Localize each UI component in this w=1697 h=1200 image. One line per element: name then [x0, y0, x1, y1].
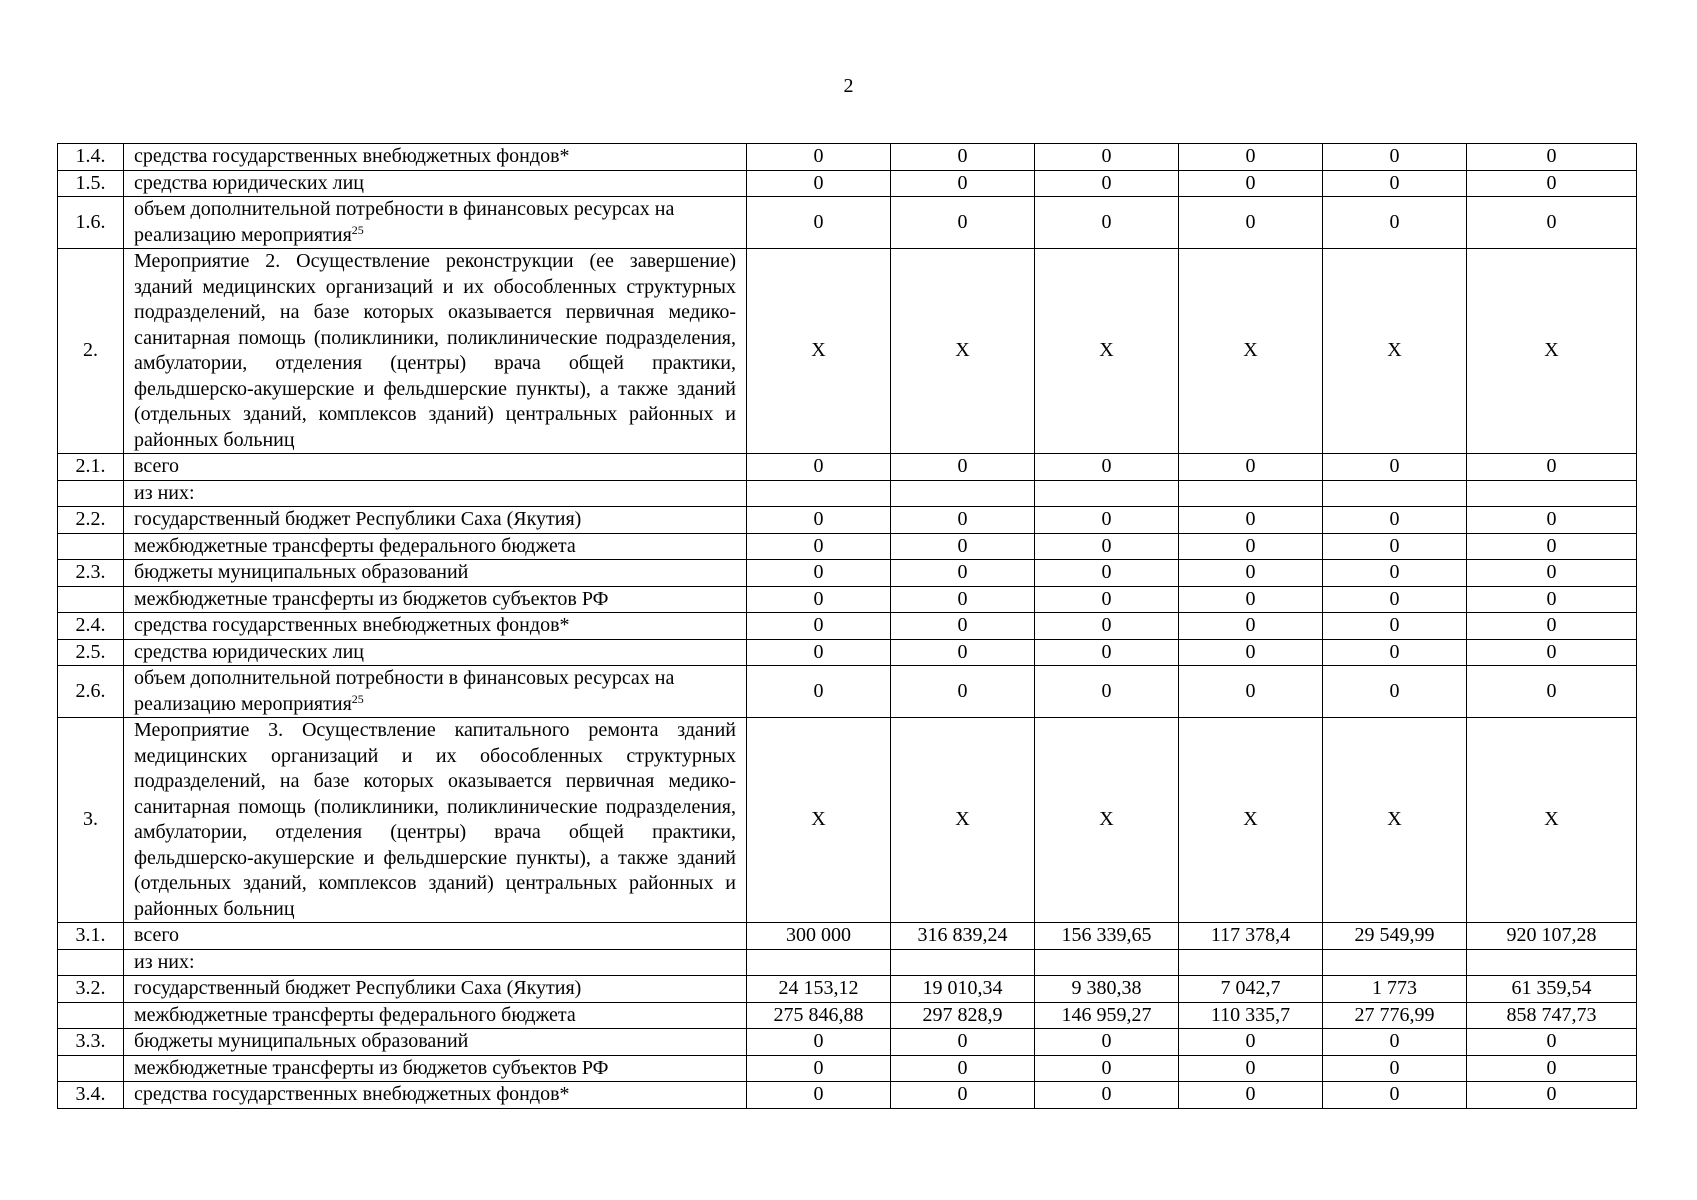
row-description-text: межбюджетные трансферты федерального бюджета — [134, 534, 576, 557]
value-cell: 0 — [747, 639, 891, 666]
row-description-cell — [124, 718, 747, 923]
value-cell: 0 — [1179, 1055, 1323, 1082]
table-row — [58, 718, 1637, 923]
table-row — [58, 586, 1637, 613]
value-cell: 0 — [1179, 144, 1323, 171]
value-cell: 0 — [1179, 613, 1323, 640]
row-description-text: средства государственных внебюджетных фондов* — [134, 1083, 570, 1105]
value-cell: Х — [891, 249, 1035, 454]
value-cell: 0 — [1323, 639, 1467, 666]
value-cell: 0 — [1179, 507, 1323, 534]
value-cell: 0 — [1467, 1055, 1637, 1082]
value-cell: Х — [1179, 249, 1323, 454]
row-description-cell — [124, 480, 747, 507]
row-description-text: бюджеты муниципальных образований — [134, 561, 469, 583]
row-number-cell: 1.6. — [58, 197, 124, 249]
row-description-cell — [124, 949, 747, 976]
value-cell: 19 010,34 — [891, 976, 1035, 1003]
table-row — [58, 560, 1637, 587]
row-description-text: всего — [134, 455, 180, 477]
row-description-cell — [124, 170, 747, 197]
value-cell: 0 — [1467, 197, 1637, 249]
value-cell: 27 776,99 — [1323, 1002, 1467, 1029]
value-cell: 0 — [1035, 613, 1179, 640]
table-row — [58, 144, 1637, 171]
row-number-cell — [58, 1002, 124, 1029]
value-cell: 61 359,54 — [1467, 976, 1637, 1003]
row-number-cell: 2.5. — [58, 639, 124, 666]
value-cell: Х — [891, 718, 1035, 923]
value-cell: 0 — [1179, 454, 1323, 481]
value-cell: 0 — [1179, 639, 1323, 666]
value-cell: 0 — [1323, 170, 1467, 197]
value-cell: 0 — [747, 1029, 891, 1056]
row-description-text: объем дополнительной потребности в финансовых ресурсах на реализацию мероприятия — [134, 198, 675, 246]
row-number-cell — [58, 949, 124, 976]
value-cell: 110 335,7 — [1179, 1002, 1323, 1029]
row-description-text: Мероприятие 3. Осуществление капитального ремонта зданий медицинских организаций и их обособленных структурных подразделений, на базе которых оказывается первичная медико-санитарная помощь (поликлиники, поликлинические подразделения, амбулатории, отделения (центры) врача общей практики, фельдшерско-акушерские и фельдшерские пункты), а также зданий (отдельных зданий, комплексов зданий) центральных районных и районных больниц — [134, 719, 736, 920]
value-cell: 0 — [1323, 1029, 1467, 1056]
value-cell: 0 — [891, 1029, 1035, 1056]
value-cell: 0 — [747, 613, 891, 640]
row-description-text: средства государственных внебюджетных фондов* — [134, 614, 570, 636]
value-cell: Х — [747, 718, 891, 923]
row-description-text: всего — [134, 924, 180, 946]
value-cell: 300 000 — [747, 923, 891, 950]
row-description-cell — [124, 613, 747, 640]
row-description-cell — [124, 666, 747, 718]
value-cell: 0 — [747, 507, 891, 534]
value-cell: 0 — [891, 197, 1035, 249]
value-cell: 858 747,73 — [1467, 1002, 1637, 1029]
value-cell: 0 — [747, 1055, 891, 1082]
table-row — [58, 249, 1637, 454]
row-number-cell — [58, 1055, 124, 1082]
value-cell: 24 153,12 — [747, 976, 891, 1003]
table-row — [58, 507, 1637, 534]
value-cell: 0 — [1467, 507, 1637, 534]
value-cell: 275 846,88 — [747, 1002, 891, 1029]
row-number-cell: 2. — [58, 249, 124, 454]
value-cell: 316 839,24 — [891, 923, 1035, 950]
footnote-reference: 25 — [351, 222, 364, 237]
row-description-text: из них: — [134, 481, 195, 504]
row-description-cell — [124, 533, 747, 560]
value-cell: 0 — [1467, 639, 1637, 666]
row-description-text: межбюджетные трансферты из бюджетов субъектов РФ — [134, 1056, 609, 1079]
value-cell: 0 — [1035, 586, 1179, 613]
value-cell: 9 380,38 — [1035, 976, 1179, 1003]
value-cell: 0 — [1035, 507, 1179, 534]
table-row — [58, 613, 1637, 640]
footnote-reference: 25 — [351, 691, 364, 706]
row-number-cell: 1.5. — [58, 170, 124, 197]
row-description-cell — [124, 1029, 747, 1056]
value-cell — [1467, 949, 1637, 976]
table-row — [58, 1055, 1637, 1082]
value-cell: 0 — [747, 197, 891, 249]
row-description-cell — [124, 249, 747, 454]
value-cell — [1035, 949, 1179, 976]
value-cell: 0 — [1035, 666, 1179, 718]
value-cell: 0 — [747, 666, 891, 718]
value-cell: 0 — [1323, 1082, 1467, 1109]
row-number-cell — [58, 586, 124, 613]
value-cell: 0 — [1323, 507, 1467, 534]
value-cell: 0 — [1467, 586, 1637, 613]
value-cell: 0 — [1467, 613, 1637, 640]
row-description-text: государственный бюджет Республики Саха (Якутия) — [134, 508, 582, 530]
value-cell: Х — [1035, 718, 1179, 923]
value-cell: 297 828,9 — [891, 1002, 1035, 1029]
row-number-cell: 3.2. — [58, 976, 124, 1003]
table-row — [58, 480, 1637, 507]
value-cell — [1179, 949, 1323, 976]
value-cell: 0 — [1035, 1029, 1179, 1056]
value-cell: 0 — [747, 586, 891, 613]
row-description-text: государственный бюджет Республики Саха (Якутия) — [134, 977, 582, 999]
value-cell: Х — [1467, 249, 1637, 454]
row-description-text: средства государственных внебюджетных фондов* — [134, 145, 570, 167]
table-row — [58, 1002, 1637, 1029]
value-cell: 0 — [891, 507, 1035, 534]
value-cell: 0 — [891, 639, 1035, 666]
value-cell: 0 — [1035, 639, 1179, 666]
row-description-cell — [124, 197, 747, 249]
value-cell: 0 — [1035, 533, 1179, 560]
row-description-cell — [124, 454, 747, 481]
value-cell: 0 — [747, 144, 891, 171]
value-cell: Х — [1179, 718, 1323, 923]
value-cell: 0 — [1467, 144, 1637, 171]
row-description-cell — [124, 144, 747, 171]
value-cell: 0 — [1179, 533, 1323, 560]
value-cell: 0 — [1179, 666, 1323, 718]
table-row — [58, 923, 1637, 950]
table-row — [58, 197, 1637, 249]
value-cell: 0 — [1467, 666, 1637, 718]
value-cell: 7 042,7 — [1179, 976, 1323, 1003]
table-row — [58, 949, 1637, 976]
row-number-cell: 3. — [58, 718, 124, 923]
value-cell: 920 107,28 — [1467, 923, 1637, 950]
table-row — [58, 170, 1637, 197]
value-cell: 0 — [1467, 1082, 1637, 1109]
value-cell: 0 — [891, 454, 1035, 481]
value-cell: 0 — [1179, 197, 1323, 249]
row-description-cell — [124, 560, 747, 587]
row-description-cell — [124, 507, 747, 534]
value-cell — [1467, 480, 1637, 507]
table-row — [58, 1082, 1637, 1109]
table-row — [58, 454, 1637, 481]
value-cell: 0 — [891, 666, 1035, 718]
value-cell — [747, 949, 891, 976]
row-description-text: объем дополнительной потребности в финансовых ресурсах на реализацию мероприятия — [134, 667, 675, 715]
value-cell: 117 378,4 — [1179, 923, 1323, 950]
value-cell — [1323, 480, 1467, 507]
row-number-cell — [58, 533, 124, 560]
value-cell: 0 — [1323, 586, 1467, 613]
value-cell: 0 — [747, 170, 891, 197]
value-cell: 0 — [1467, 560, 1637, 587]
row-description-cell — [124, 1082, 747, 1109]
value-cell: 0 — [891, 144, 1035, 171]
row-description-text: бюджеты муниципальных образований — [134, 1030, 469, 1052]
value-cell: 0 — [1035, 197, 1179, 249]
value-cell: 0 — [747, 533, 891, 560]
row-description-cell — [124, 1055, 747, 1082]
value-cell: 0 — [891, 533, 1035, 560]
row-number-cell: 3.1. — [58, 923, 124, 950]
row-number-cell: 3.3. — [58, 1029, 124, 1056]
value-cell: 0 — [1467, 454, 1637, 481]
value-cell: 0 — [891, 560, 1035, 587]
row-description-text: средства юридических лиц — [134, 171, 364, 194]
value-cell: Х — [747, 249, 891, 454]
value-cell: 0 — [747, 454, 891, 481]
row-description-text: межбюджетные трансферты из бюджетов субъектов РФ — [134, 587, 609, 610]
value-cell — [1035, 480, 1179, 507]
value-cell: 0 — [1323, 197, 1467, 249]
value-cell: 0 — [1323, 454, 1467, 481]
value-cell: 0 — [891, 613, 1035, 640]
value-cell: 0 — [747, 1082, 891, 1109]
row-description-cell — [124, 639, 747, 666]
page-number: 2 — [843, 75, 854, 97]
value-cell: 0 — [1467, 1029, 1637, 1056]
value-cell: 0 — [1467, 170, 1637, 197]
value-cell: 29 549,99 — [1323, 923, 1467, 950]
value-cell: 146 959,27 — [1035, 1002, 1179, 1029]
value-cell: 156 339,65 — [1035, 923, 1179, 950]
value-cell: Х — [1035, 249, 1179, 454]
value-cell: 0 — [1179, 560, 1323, 587]
value-cell: 0 — [1323, 613, 1467, 640]
table-row — [58, 976, 1637, 1003]
value-cell: 0 — [1179, 1029, 1323, 1056]
value-cell: 0 — [1323, 666, 1467, 718]
value-cell: 0 — [891, 1055, 1035, 1082]
financing-table — [57, 143, 1637, 1109]
value-cell — [1323, 949, 1467, 976]
value-cell: 0 — [891, 586, 1035, 613]
value-cell: 0 — [891, 170, 1035, 197]
row-number-cell: 2.2. — [58, 507, 124, 534]
row-number-cell: 2.6. — [58, 666, 124, 718]
value-cell: 0 — [1179, 170, 1323, 197]
value-cell: 0 — [1179, 1082, 1323, 1109]
value-cell: 0 — [1035, 1082, 1179, 1109]
value-cell: 0 — [1323, 1055, 1467, 1082]
row-description-text: межбюджетные трансферты федерального бюджета — [134, 1003, 576, 1026]
value-cell: Х — [1467, 718, 1637, 923]
value-cell: 1 773 — [1323, 976, 1467, 1003]
row-description-cell — [124, 923, 747, 950]
row-description-text: Мероприятие 2. Осуществление реконструкции (ее завершение) зданий медицинских организаций и их обособленных структурных подразделений, на базе которых оказывается первичная медико-санитарная помощь (поликлиники, поликлинические подразделения, амбулатории, отделения (центры) врача общей практики, фельдшерско-акушерские и фельдшерские пункты), а также зданий (отдельных зданий, комплексов зданий) центральных районных и районных больниц — [134, 250, 736, 451]
table-row — [58, 666, 1637, 718]
row-number-cell: 1.4. — [58, 144, 124, 171]
row-description-cell — [124, 976, 747, 1003]
row-number-cell: 2.1. — [58, 454, 124, 481]
row-description-cell — [124, 586, 747, 613]
value-cell: 0 — [1035, 560, 1179, 587]
row-number-cell: 2.4. — [58, 613, 124, 640]
value-cell: 0 — [1323, 533, 1467, 560]
row-description-cell — [124, 1002, 747, 1029]
value-cell: 0 — [1035, 1055, 1179, 1082]
value-cell: Х — [1323, 718, 1467, 923]
row-description-text: из них: — [134, 950, 195, 973]
row-number-cell — [58, 480, 124, 507]
value-cell: 0 — [1323, 560, 1467, 587]
row-number-cell: 2.3. — [58, 560, 124, 587]
table-body — [58, 144, 1637, 1109]
value-cell — [891, 480, 1035, 507]
value-cell — [891, 949, 1035, 976]
value-cell: 0 — [1467, 533, 1637, 560]
value-cell: 0 — [1323, 144, 1467, 171]
value-cell — [747, 480, 891, 507]
value-cell: 0 — [1179, 586, 1323, 613]
value-cell: Х — [1323, 249, 1467, 454]
value-cell: 0 — [747, 560, 891, 587]
value-cell: 0 — [1035, 170, 1179, 197]
row-number-cell: 3.4. — [58, 1082, 124, 1109]
value-cell — [1179, 480, 1323, 507]
table-row — [58, 639, 1637, 666]
table-row — [58, 533, 1637, 560]
table-row — [58, 1029, 1637, 1056]
value-cell: 0 — [1035, 454, 1179, 481]
row-description-text: средства юридических лиц — [134, 640, 364, 663]
value-cell: 0 — [891, 1082, 1035, 1109]
value-cell: 0 — [1035, 144, 1179, 171]
